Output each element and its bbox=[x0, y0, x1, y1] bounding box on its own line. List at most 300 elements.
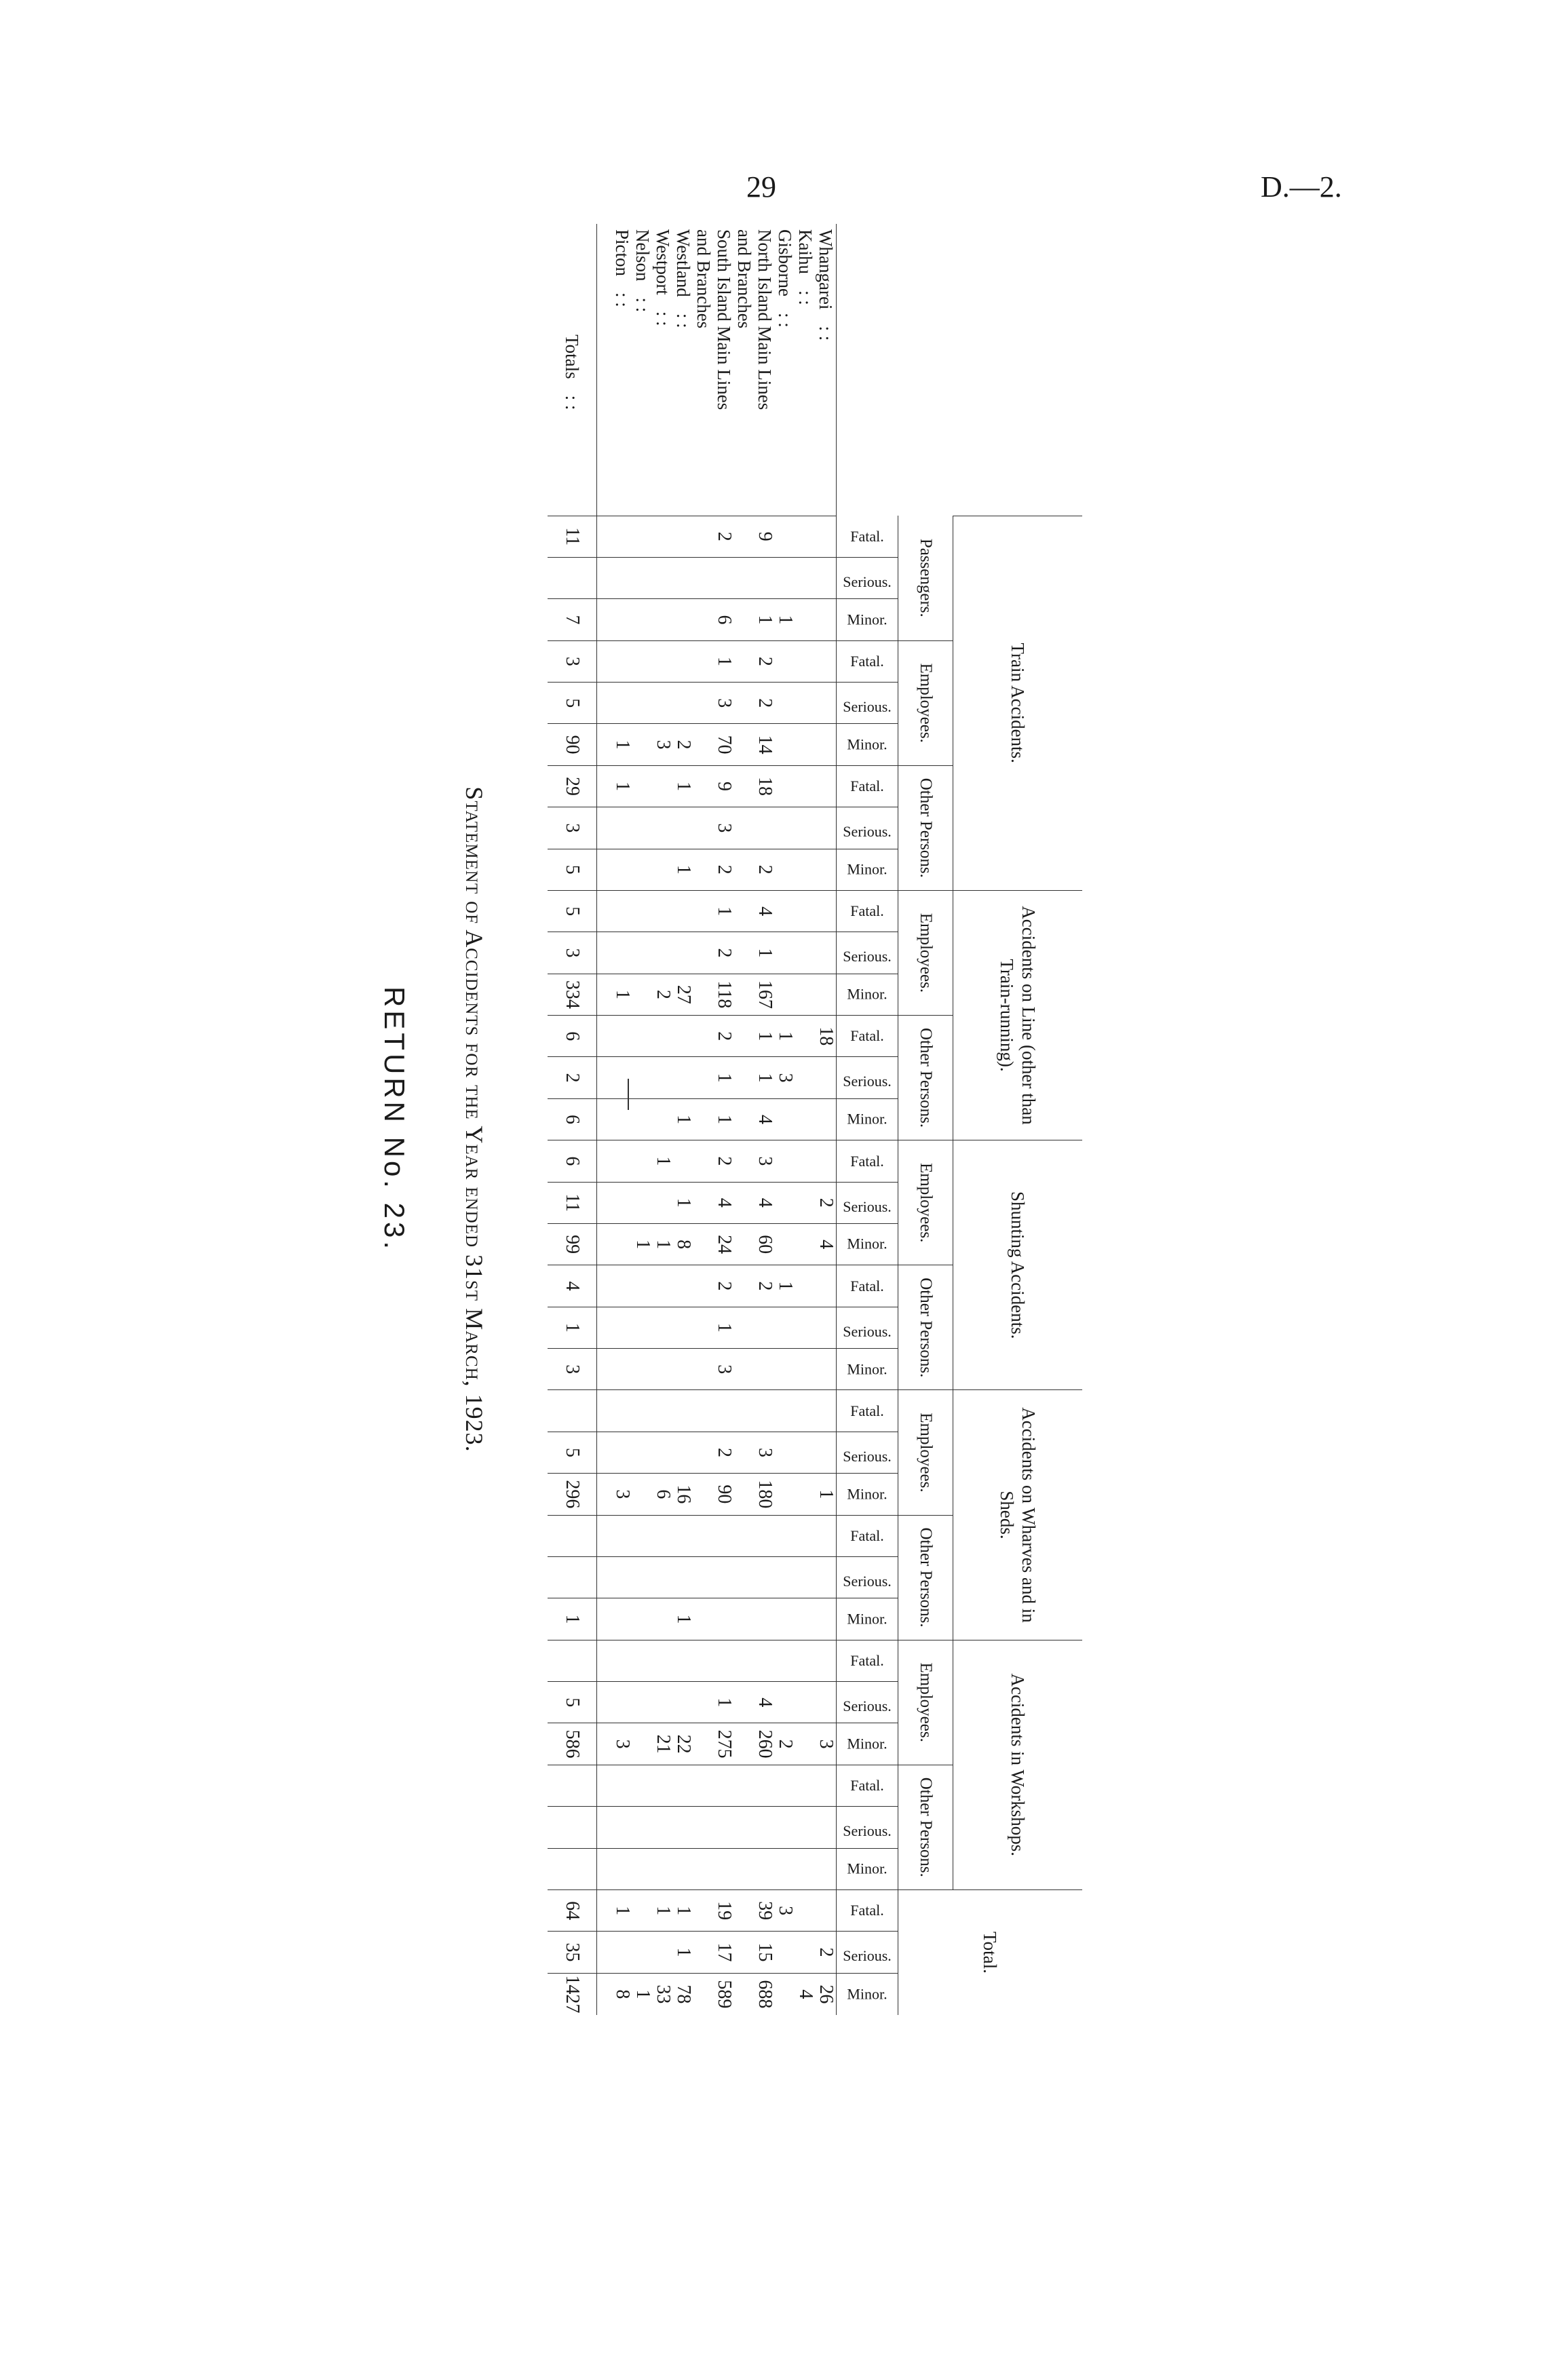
leader-dots: : : bbox=[673, 313, 693, 328]
spacer-cell bbox=[597, 1474, 613, 1515]
locality-name bbox=[548, 224, 597, 516]
value-cell bbox=[775, 1432, 795, 1473]
value-cell bbox=[816, 1307, 837, 1348]
value-cell bbox=[755, 1515, 775, 1556]
value-cell bbox=[816, 1390, 837, 1432]
value-cell bbox=[795, 1223, 816, 1265]
value-cell bbox=[775, 1598, 795, 1640]
value-cell: 2 bbox=[816, 1932, 837, 1973]
value-cell bbox=[632, 1057, 653, 1098]
value-cell bbox=[816, 1057, 837, 1098]
value-cell bbox=[632, 849, 653, 890]
value-cell bbox=[693, 890, 714, 932]
leaf-header bbox=[837, 932, 898, 974]
value-cell bbox=[693, 807, 714, 849]
value-cell bbox=[612, 849, 632, 890]
value-cell bbox=[653, 765, 673, 807]
subgroup-header: Other Persons. bbox=[898, 1515, 953, 1640]
leaf-header-label: Fatal. bbox=[850, 777, 884, 794]
value-cell bbox=[775, 932, 795, 974]
spacer-cell bbox=[597, 1265, 613, 1307]
value-cell bbox=[673, 516, 693, 557]
statement-title: Statement of Accidents for the Year ended 31st March, 1923. bbox=[461, 786, 488, 1453]
leaf-header bbox=[837, 1848, 898, 1889]
value-cell bbox=[693, 1390, 714, 1432]
value-cell: 118 bbox=[714, 974, 734, 1015]
value-cell: 90 bbox=[548, 724, 597, 765]
value-cell bbox=[632, 1016, 653, 1057]
value-cell: 1 bbox=[714, 1098, 734, 1140]
value-cell: 3 bbox=[755, 1432, 775, 1473]
value-cell: 1 bbox=[714, 1307, 734, 1348]
value-cell bbox=[795, 1598, 816, 1640]
spacer-cell bbox=[597, 1223, 613, 1265]
leaf-header bbox=[837, 1889, 898, 1931]
value-cell bbox=[775, 1223, 795, 1265]
value-cell bbox=[795, 1682, 816, 1723]
leaf-header-label: Minor. bbox=[847, 1110, 887, 1128]
value-cell: 3 bbox=[612, 1723, 632, 1765]
value-cell bbox=[775, 1349, 795, 1390]
value-cell bbox=[693, 1349, 714, 1390]
value-cell bbox=[632, 1474, 653, 1515]
value-cell bbox=[816, 974, 837, 1015]
value-cell bbox=[795, 765, 816, 807]
value-cell bbox=[632, 1889, 653, 1931]
spacer-cell bbox=[597, 1432, 613, 1473]
value-cell bbox=[632, 1432, 653, 1473]
leaf-header bbox=[837, 1515, 898, 1556]
value-cell bbox=[693, 932, 714, 974]
leaf-header-label: Serious. bbox=[843, 1447, 892, 1465]
value-cell: 296 bbox=[548, 1474, 597, 1515]
value-cell bbox=[734, 932, 755, 974]
value-cell bbox=[816, 1640, 837, 1681]
leader-dots: : : bbox=[653, 311, 673, 326]
spacer-cell bbox=[597, 1848, 613, 1889]
value-cell: 4 bbox=[548, 1265, 597, 1307]
value-cell bbox=[673, 1307, 693, 1348]
value-cell bbox=[653, 1682, 673, 1723]
value-cell bbox=[673, 1349, 693, 1390]
value-cell: 8 bbox=[673, 1223, 693, 1265]
table-row bbox=[816, 224, 837, 2015]
spacer-row bbox=[597, 224, 613, 2015]
locality-label: Westland bbox=[673, 229, 693, 297]
value-cell bbox=[734, 1140, 755, 1182]
locality-label: South Island Main Lines bbox=[714, 229, 734, 410]
leaf-header-label: Minor. bbox=[847, 1485, 887, 1503]
value-cell bbox=[816, 1432, 837, 1473]
value-cell bbox=[548, 1390, 597, 1432]
value-cell bbox=[653, 1765, 673, 1806]
value-cell: 78 bbox=[673, 1973, 693, 2015]
value-cell bbox=[816, 1556, 837, 1598]
leaf-header bbox=[837, 1474, 898, 1515]
value-cell bbox=[795, 1432, 816, 1473]
value-cell: 1 bbox=[673, 1932, 693, 1973]
value-cell: 3 bbox=[548, 807, 597, 849]
leaf-header-label: Fatal. bbox=[850, 1776, 884, 1794]
value-cell bbox=[612, 1057, 632, 1098]
spacer-cell bbox=[597, 807, 613, 849]
value-cell bbox=[612, 1515, 632, 1556]
subgroup-header: Other Persons. bbox=[898, 1265, 953, 1390]
value-cell: 2 bbox=[816, 1182, 837, 1223]
value-cell: 1 bbox=[612, 724, 632, 765]
value-cell bbox=[693, 640, 714, 682]
value-cell bbox=[548, 557, 597, 598]
value-cell: 1 bbox=[673, 1182, 693, 1223]
table-row bbox=[734, 224, 755, 2015]
value-cell bbox=[632, 1182, 653, 1223]
value-cell: 3 bbox=[548, 640, 597, 682]
group-header-shunting: Shunting Accidents. bbox=[953, 1140, 1083, 1390]
leaf-header bbox=[837, 1098, 898, 1140]
value-cell bbox=[548, 1515, 597, 1556]
leaf-header bbox=[837, 1723, 898, 1765]
spacer-cell bbox=[597, 1640, 613, 1681]
value-cell: 11 bbox=[548, 1182, 597, 1223]
value-cell bbox=[612, 516, 632, 557]
value-cell: 2 bbox=[755, 640, 775, 682]
leaf-header bbox=[837, 1390, 898, 1432]
locality-name bbox=[612, 224, 632, 516]
value-cell bbox=[775, 1098, 795, 1140]
value-cell bbox=[693, 1723, 714, 1765]
subgroup-header: Employees. bbox=[898, 1390, 953, 1515]
value-cell bbox=[693, 1265, 714, 1307]
value-cell: 6 bbox=[548, 1016, 597, 1057]
value-cell: 1427 bbox=[548, 1973, 597, 2015]
leaf-header-label: Serious. bbox=[843, 573, 892, 590]
value-cell: 1 bbox=[612, 974, 632, 1015]
value-cell: 1 bbox=[755, 1057, 775, 1098]
leaf-header-label: Fatal. bbox=[850, 527, 884, 545]
value-cell bbox=[816, 1265, 837, 1307]
leaf-header-label: Minor. bbox=[847, 1235, 887, 1253]
value-cell bbox=[734, 1807, 755, 1848]
value-cell bbox=[653, 1640, 673, 1681]
locality-label: North Island Main Lines bbox=[755, 229, 775, 410]
spacer-cell bbox=[597, 1973, 613, 2015]
leader-dots: : : bbox=[775, 312, 795, 328]
value-cell bbox=[653, 1432, 673, 1473]
value-cell bbox=[816, 599, 837, 640]
value-cell bbox=[755, 1598, 775, 1640]
value-cell bbox=[693, 1640, 714, 1681]
value-cell bbox=[632, 1140, 653, 1182]
value-cell bbox=[775, 1140, 795, 1182]
value-cell: 6 bbox=[548, 1098, 597, 1140]
table-row bbox=[612, 224, 632, 2015]
value-cell bbox=[632, 1265, 653, 1307]
value-cell: 9 bbox=[714, 765, 734, 807]
value-cell bbox=[673, 1848, 693, 1889]
leaf-header bbox=[837, 890, 898, 932]
value-cell bbox=[653, 640, 673, 682]
leaf-header bbox=[837, 1973, 898, 2015]
value-cell bbox=[693, 1140, 714, 1182]
value-cell bbox=[714, 1765, 734, 1806]
spacer-cell bbox=[597, 932, 613, 974]
value-cell: 4 bbox=[755, 1682, 775, 1723]
value-cell: 33 bbox=[653, 1973, 673, 2015]
value-cell: 4 bbox=[755, 890, 775, 932]
value-cell bbox=[775, 1390, 795, 1432]
value-cell bbox=[632, 1932, 653, 1973]
value-cell: 1 bbox=[673, 1598, 693, 1640]
value-cell bbox=[673, 1807, 693, 1848]
value-cell bbox=[775, 724, 795, 765]
value-cell bbox=[673, 1682, 693, 1723]
value-cell bbox=[673, 1057, 693, 1098]
value-cell: 1 bbox=[775, 1265, 795, 1307]
value-cell bbox=[795, 932, 816, 974]
value-cell bbox=[775, 1807, 795, 1848]
value-cell bbox=[693, 1973, 714, 2015]
value-cell: 90 bbox=[714, 1474, 734, 1515]
leaf-header-label: Serious. bbox=[843, 1822, 892, 1839]
value-cell bbox=[734, 1556, 755, 1598]
value-cell: 275 bbox=[714, 1723, 734, 1765]
value-cell bbox=[612, 1390, 632, 1432]
value-cell bbox=[653, 1016, 673, 1057]
value-cell: 70 bbox=[714, 724, 734, 765]
value-cell bbox=[693, 1889, 714, 1931]
value-cell: 2 bbox=[714, 1140, 734, 1182]
value-cell bbox=[548, 1556, 597, 1598]
value-cell: 2 bbox=[755, 683, 775, 724]
value-cell: 5 bbox=[548, 683, 597, 724]
leaf-header-label: Fatal. bbox=[850, 1527, 884, 1544]
value-cell bbox=[775, 683, 795, 724]
value-cell: 60 bbox=[755, 1223, 775, 1265]
value-cell bbox=[673, 1265, 693, 1307]
value-cell bbox=[632, 640, 653, 682]
value-cell: 4 bbox=[714, 1182, 734, 1223]
value-cell bbox=[734, 1016, 755, 1057]
leaf-header-label: Fatal. bbox=[850, 652, 884, 670]
value-cell bbox=[734, 1515, 755, 1556]
value-cell: 11 bbox=[548, 516, 597, 557]
locality-label: Westport bbox=[653, 229, 673, 295]
value-cell bbox=[816, 1598, 837, 1640]
value-cell: 3 bbox=[775, 1889, 795, 1931]
subgroup-header: Other Persons. bbox=[898, 765, 953, 890]
value-cell bbox=[734, 1889, 755, 1931]
value-cell bbox=[632, 1307, 653, 1348]
value-cell bbox=[673, 640, 693, 682]
group-header-line: Accidents on Line (other than Train-running). bbox=[953, 890, 1083, 1140]
value-cell bbox=[612, 1640, 632, 1681]
leaf-header bbox=[837, 1140, 898, 1182]
value-cell bbox=[653, 1307, 673, 1348]
value-cell: 14 bbox=[755, 724, 775, 765]
value-cell bbox=[612, 1807, 632, 1848]
value-cell bbox=[714, 1598, 734, 1640]
value-cell: 39 bbox=[755, 1889, 775, 1931]
leaf-header bbox=[837, 724, 898, 765]
value-cell bbox=[673, 807, 693, 849]
value-cell bbox=[632, 1598, 653, 1640]
value-cell bbox=[714, 1848, 734, 1889]
spacer-cell bbox=[597, 516, 613, 557]
table-row bbox=[714, 224, 734, 2015]
value-cell bbox=[816, 640, 837, 682]
value-cell bbox=[693, 1307, 714, 1348]
value-cell bbox=[734, 1057, 755, 1098]
value-cell bbox=[673, 932, 693, 974]
value-cell: 2 bbox=[755, 1265, 775, 1307]
leaf-header bbox=[837, 557, 898, 598]
subgroup-header: Passengers. bbox=[898, 516, 953, 640]
value-cell: 3 bbox=[548, 1349, 597, 1390]
value-cell bbox=[714, 1640, 734, 1681]
value-cell bbox=[632, 932, 653, 974]
value-cell bbox=[612, 890, 632, 932]
leaf-header bbox=[837, 1765, 898, 1806]
value-cell bbox=[653, 557, 673, 598]
spacer-cell bbox=[597, 724, 613, 765]
value-cell bbox=[632, 1556, 653, 1598]
value-cell bbox=[673, 1432, 693, 1473]
value-cell bbox=[734, 1932, 755, 1973]
spacer-cell bbox=[597, 974, 613, 1015]
table-row bbox=[632, 224, 653, 2015]
value-cell bbox=[653, 1349, 673, 1390]
value-cell bbox=[734, 1390, 755, 1432]
value-cell bbox=[632, 724, 653, 765]
value-cell: 1 bbox=[653, 1889, 673, 1931]
locality-name bbox=[775, 224, 795, 516]
value-cell bbox=[693, 1432, 714, 1473]
value-cell bbox=[714, 1807, 734, 1848]
value-cell bbox=[632, 1390, 653, 1432]
value-cell: 99 bbox=[548, 1223, 597, 1265]
value-cell bbox=[816, 1889, 837, 1931]
leaf-header-label: Fatal. bbox=[850, 1277, 884, 1294]
value-cell bbox=[775, 1307, 795, 1348]
value-cell: 7 bbox=[548, 599, 597, 640]
value-cell bbox=[653, 1182, 673, 1223]
spacer-cell bbox=[597, 1349, 613, 1390]
value-cell bbox=[734, 765, 755, 807]
value-cell: 5 bbox=[548, 1432, 597, 1473]
value-cell bbox=[775, 1932, 795, 1973]
value-cell bbox=[693, 765, 714, 807]
subgroup-header: Other Persons. bbox=[898, 1765, 953, 1889]
value-cell bbox=[653, 1598, 673, 1640]
value-cell: 1 bbox=[755, 599, 775, 640]
leaf-header bbox=[837, 1807, 898, 1848]
value-cell bbox=[632, 683, 653, 724]
value-cell bbox=[548, 1848, 597, 1889]
leaf-header bbox=[837, 1432, 898, 1473]
value-cell bbox=[612, 599, 632, 640]
locality-label: Nelson bbox=[632, 229, 653, 282]
leaf-header-label: Fatal. bbox=[850, 1402, 884, 1419]
spacer-cell bbox=[597, 1556, 613, 1598]
value-cell bbox=[673, 1016, 693, 1057]
value-cell bbox=[693, 1765, 714, 1806]
leaf-header bbox=[837, 1182, 898, 1223]
value-cell bbox=[693, 599, 714, 640]
value-cell bbox=[653, 599, 673, 640]
value-cell bbox=[653, 1098, 673, 1140]
value-cell bbox=[755, 1848, 775, 1889]
value-cell bbox=[795, 1140, 816, 1182]
leaf-header-label: Fatal. bbox=[850, 1651, 884, 1669]
value-cell bbox=[653, 1057, 673, 1098]
value-cell: 1 bbox=[632, 1223, 653, 1265]
value-cell bbox=[632, 807, 653, 849]
value-cell bbox=[693, 1807, 714, 1848]
value-cell: 24 bbox=[714, 1223, 734, 1265]
value-cell bbox=[816, 1807, 837, 1848]
value-cell bbox=[548, 1807, 597, 1848]
locality-label: Gisborne bbox=[775, 229, 795, 296]
value-cell: 8 bbox=[612, 1973, 632, 2015]
value-cell: 1 bbox=[714, 890, 734, 932]
value-cell bbox=[734, 640, 755, 682]
value-cell bbox=[612, 1598, 632, 1640]
document-code: D.—2. bbox=[1261, 170, 1342, 204]
value-cell: 2 bbox=[714, 516, 734, 557]
value-cell bbox=[816, 1682, 837, 1723]
value-cell bbox=[734, 683, 755, 724]
value-cell bbox=[673, 1515, 693, 1556]
spacer-cell bbox=[597, 1765, 613, 1806]
table-row bbox=[755, 224, 775, 2015]
value-cell bbox=[755, 1640, 775, 1681]
value-cell bbox=[816, 932, 837, 974]
value-cell: 3 bbox=[816, 1723, 837, 1765]
value-cell: 2 bbox=[548, 1057, 597, 1098]
value-cell: 64 bbox=[548, 1889, 597, 1931]
leaf-header bbox=[837, 1223, 898, 1265]
leader-dots: : : bbox=[632, 297, 653, 313]
spacer-cell bbox=[597, 683, 613, 724]
value-cell bbox=[632, 1848, 653, 1889]
table-row bbox=[653, 224, 673, 2015]
value-cell bbox=[755, 557, 775, 598]
value-cell: 5 bbox=[548, 1682, 597, 1723]
leaf-header bbox=[837, 1682, 898, 1723]
value-cell: 22 bbox=[673, 1723, 693, 1765]
value-cell: 260 bbox=[755, 1723, 775, 1765]
totals-row bbox=[548, 224, 597, 2015]
value-cell bbox=[816, 1098, 837, 1140]
value-cell bbox=[775, 974, 795, 1015]
leaf-header bbox=[837, 974, 898, 1015]
value-cell bbox=[795, 1057, 816, 1098]
value-cell bbox=[775, 765, 795, 807]
value-cell: 3 bbox=[714, 1349, 734, 1390]
value-cell bbox=[734, 807, 755, 849]
value-cell: 180 bbox=[755, 1474, 775, 1515]
value-cell bbox=[632, 1515, 653, 1556]
leaf-header bbox=[837, 765, 898, 807]
value-cell bbox=[734, 599, 755, 640]
value-cell: 1 bbox=[714, 1682, 734, 1723]
value-cell bbox=[795, 1474, 816, 1515]
group-header-wharves: Accidents on Wharves and in Sheds. bbox=[953, 1390, 1083, 1640]
value-cell bbox=[734, 1265, 755, 1307]
value-cell bbox=[632, 1807, 653, 1848]
value-cell: 1 bbox=[548, 1307, 597, 1348]
value-cell: 1 bbox=[653, 1140, 673, 1182]
